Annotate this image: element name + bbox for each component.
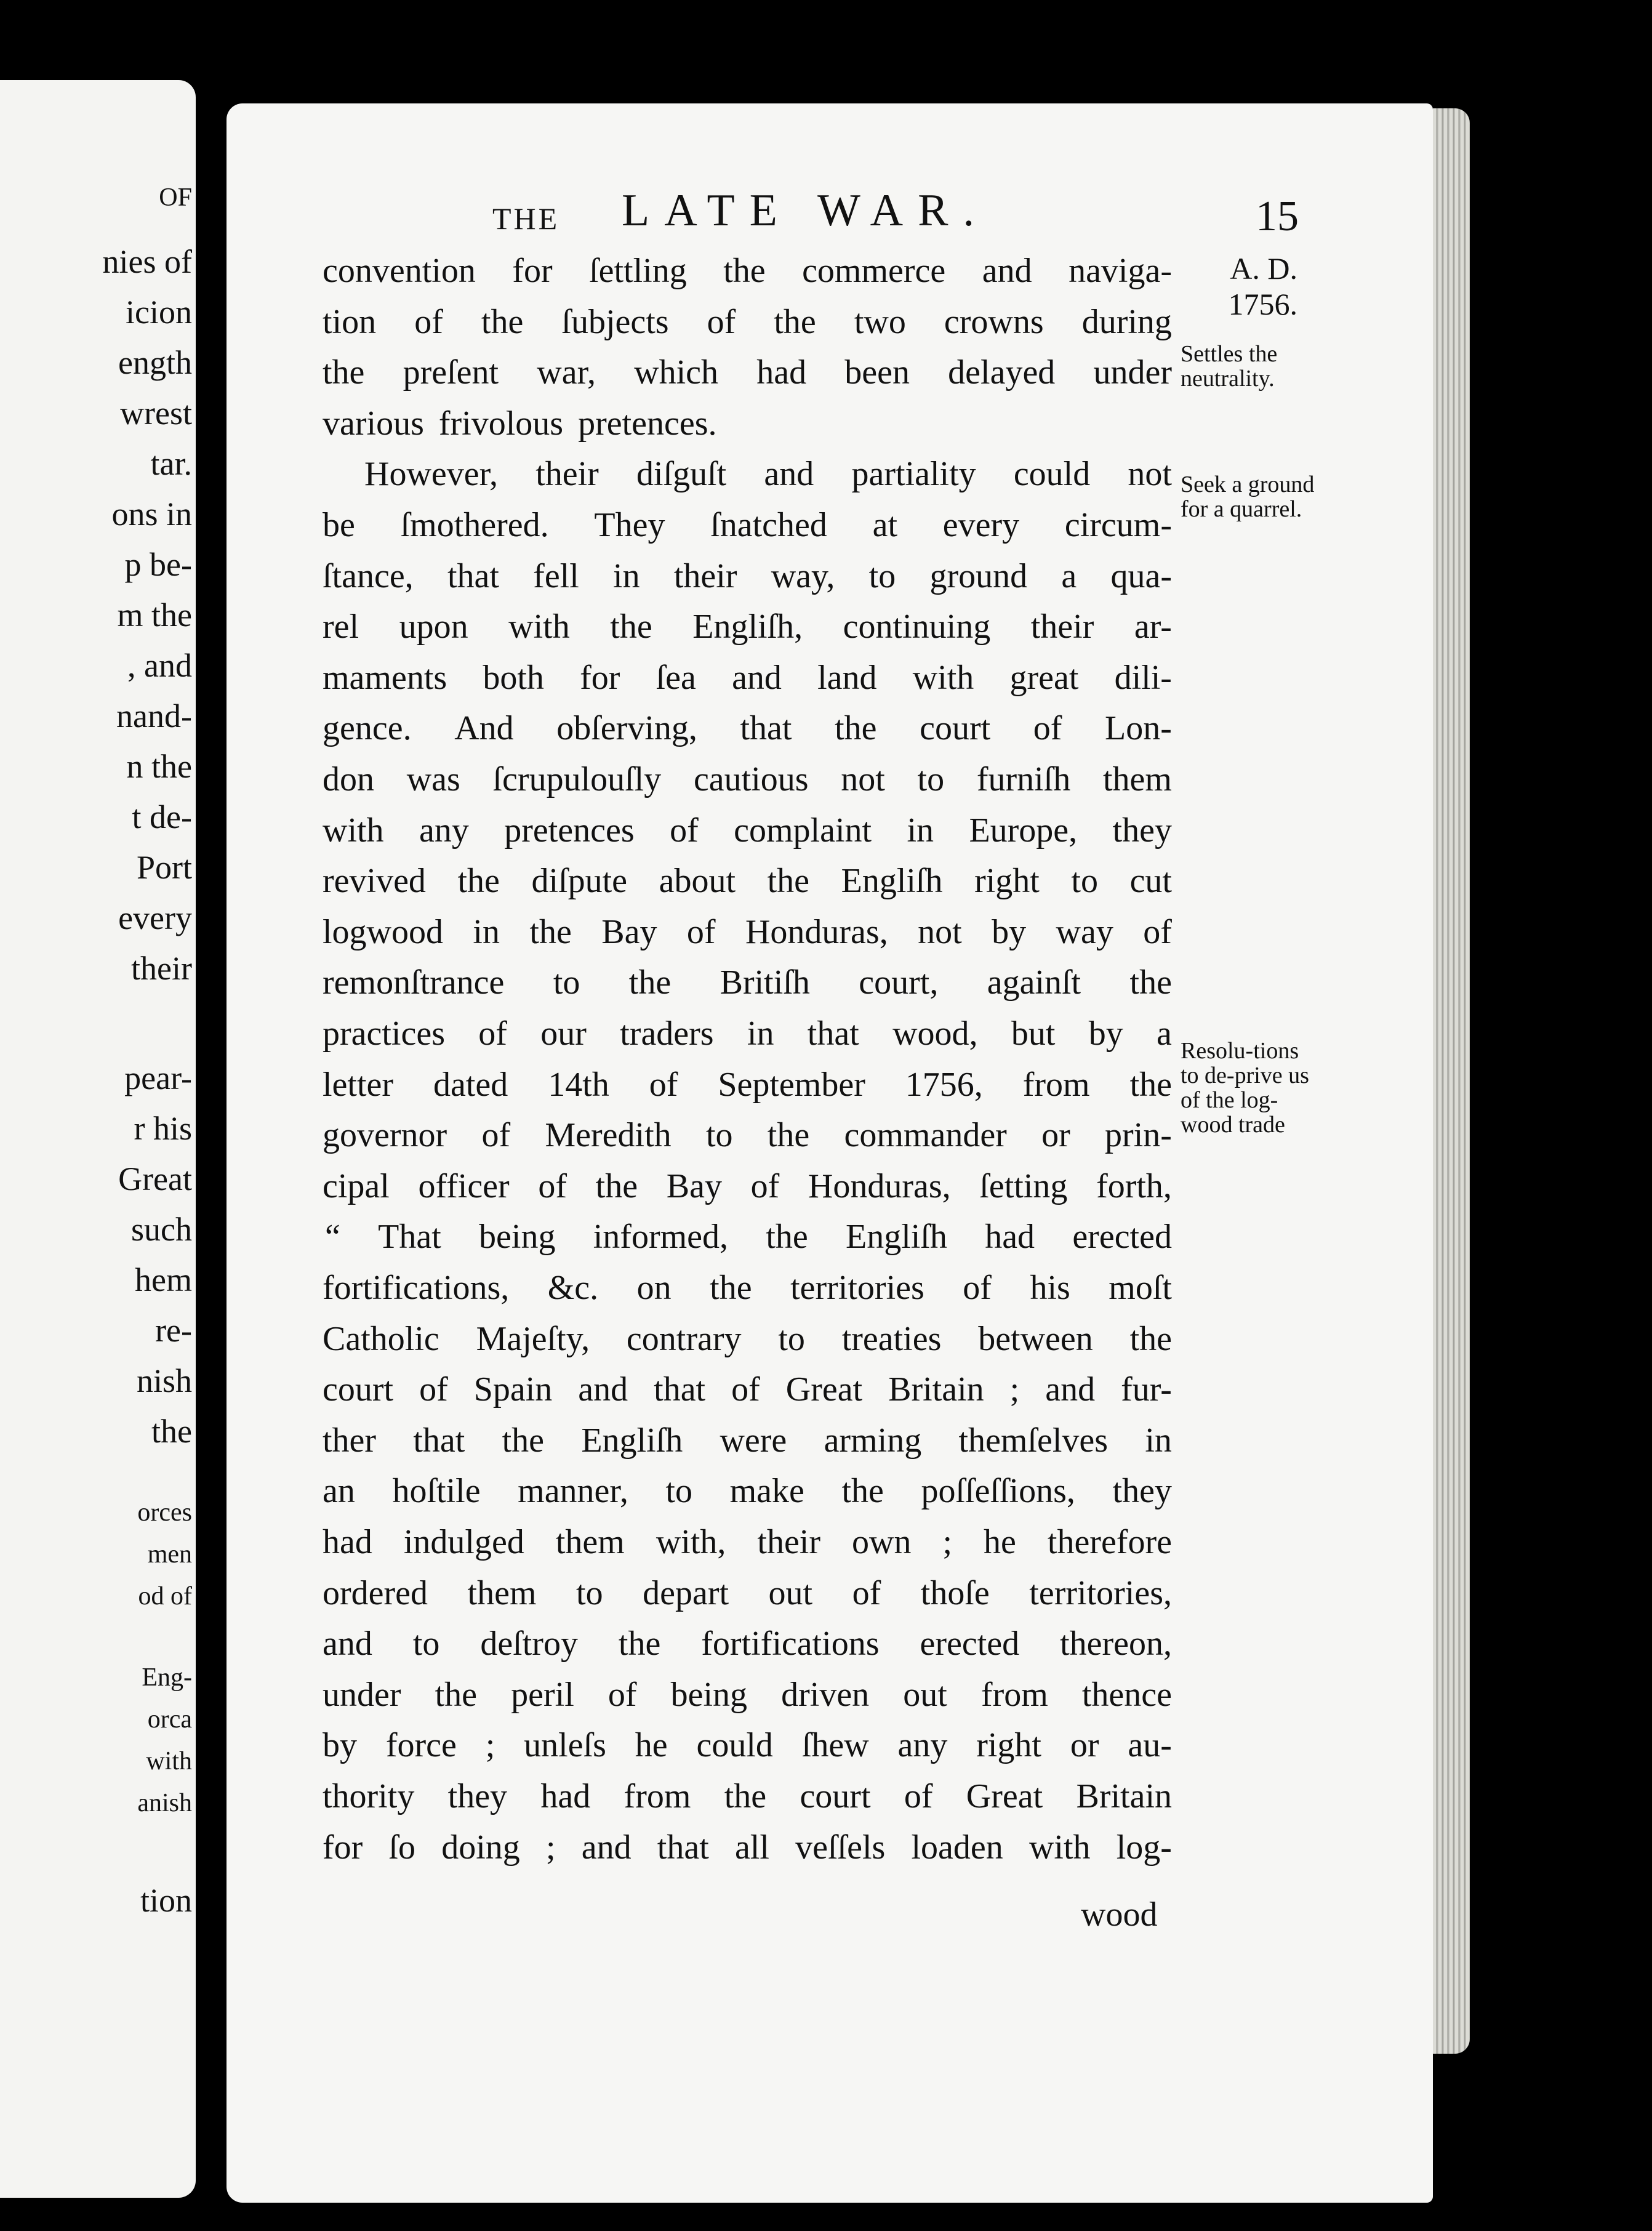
facing-page-line: n the <box>126 748 192 785</box>
body-line: for ſo doing ; and that all veſſels loaden with log- <box>323 1828 1172 1867</box>
running-head-title: LATE WAR. <box>622 185 989 236</box>
facing-page-line: od of <box>138 1582 192 1610</box>
facing-page-line: men <box>147 1540 192 1569</box>
body-line: letter dated 14th of September 1756, from the <box>323 1066 1172 1104</box>
facing-page-line: their <box>131 950 192 987</box>
facing-page-line: t de- <box>132 798 192 835</box>
facing-page-line: , and <box>127 647 192 684</box>
facing-page-line: OF <box>159 183 192 212</box>
body-line: court of Spain and that of Great Britain ; and fur- <box>323 1370 1172 1409</box>
book-page-edges <box>1433 108 1470 2054</box>
facing-page-line: r his <box>134 1110 192 1147</box>
body-line: remonſtrance to the Britiſh court, againſt the <box>323 963 1172 1002</box>
body-line: with any pretences of complaint in Europe, they <box>323 811 1172 850</box>
facing-page-line: wrest <box>120 395 192 432</box>
facing-page-fragment <box>0 80 196 2198</box>
facing-page-line: nish <box>136 1362 192 1399</box>
facing-page-line: Great <box>118 1160 192 1197</box>
body-line: an hoſtile manner, to make the poſſeſſions, they <box>323 1472 1172 1510</box>
facing-page-line: icion <box>126 294 192 331</box>
running-head-prefix: THE <box>492 201 560 236</box>
body-line: “ That being informed, the Engliſh had erected <box>325 1218 1172 1256</box>
body-line: thority they had from the court of Great Britain <box>323 1777 1172 1815</box>
margin-note: Settles the neutrality. <box>1181 341 1278 392</box>
facing-page-line: orces <box>137 1498 192 1527</box>
body-line: However, their diſguſt and partiality could not <box>364 455 1172 493</box>
facing-page-line: with <box>146 1747 192 1775</box>
page-number: 15 <box>1256 193 1299 240</box>
body-line: logwood in the Bay of Honduras, not by way of <box>323 913 1172 951</box>
body-line: had indulged them with, their own ; he therefore <box>323 1523 1172 1561</box>
body-line: ther that the Engliſh were arming themſelves in <box>323 1421 1172 1460</box>
body-line: ſtance, that fell in their way, to ground a qua- <box>323 557 1172 595</box>
margin-note: Resolu-tions to de-prive us of the log-wood trade <box>1181 1038 1309 1138</box>
body-line: be ſmothered. They ſnatched at every circum- <box>323 506 1172 544</box>
facing-page-line: p be- <box>124 546 192 583</box>
body-line: revived the diſpute about the Engliſh right to cut <box>323 862 1172 900</box>
body-line: the preſent war, which had been delayed under <box>323 353 1172 392</box>
catchword: wood <box>1081 1895 1158 1934</box>
facing-page-line: Eng- <box>142 1663 192 1692</box>
facing-page-line: orca <box>147 1705 192 1734</box>
margin-note: Seek a ground for a quarrel. <box>1181 472 1315 522</box>
facing-page-line: pear- <box>124 1059 192 1096</box>
facing-page-line: hem <box>135 1261 192 1298</box>
facing-page-line: re- <box>155 1312 192 1349</box>
body-line: practices of our traders in that wood, but by a <box>323 1015 1172 1053</box>
body-line: ordered them to depart out of thoſe territories, <box>323 1574 1172 1612</box>
body-line: and to deſtroy the fortifications erected thereon, <box>323 1625 1172 1663</box>
facing-page-line: nand- <box>116 697 192 734</box>
margin-date: A. D. 1756. <box>1228 251 1297 321</box>
body-line: various frivolous pretences. <box>323 404 717 443</box>
body-line: don was ſcrupulouſly cautious not to furniſh them <box>323 760 1172 798</box>
facing-page-line: Port <box>136 849 192 886</box>
body-line: rel upon with the Engliſh, continuing their ar- <box>323 608 1172 646</box>
body-line: by force ; unleſs he could ſhew any right or au- <box>323 1726 1172 1764</box>
body-line: fortifications, &c. on the territories of his moſt <box>323 1269 1172 1307</box>
facing-page-line: ength <box>118 344 192 381</box>
body-line: tion of the ſubjects of the two crowns during <box>323 303 1172 341</box>
facing-page-line: tion <box>140 1882 192 1919</box>
body-line: Catholic Majeſty, contrary to treaties between the <box>323 1320 1172 1358</box>
facing-page-line: the <box>151 1413 192 1450</box>
facing-page-line: anish <box>137 1789 192 1817</box>
body-line: governor of Meredith to the commander or prin- <box>323 1116 1172 1154</box>
body-line: gence. And obſerving, that the court of Lon- <box>323 709 1172 747</box>
body-line: cipal officer of the Bay of Honduras, ſetting forth, <box>323 1167 1172 1205</box>
body-line: convention for ſettling the commerce and naviga- <box>323 252 1172 290</box>
facing-page-line: nies of <box>102 243 192 280</box>
facing-page-line: ons in <box>111 496 192 533</box>
facing-page-line: every <box>118 899 192 936</box>
body-line: under the peril of being driven out from thence <box>323 1676 1172 1714</box>
facing-page-line: such <box>131 1211 192 1248</box>
facing-page-line: tar. <box>150 445 192 482</box>
facing-page-line: m the <box>117 597 192 633</box>
body-line: maments both for ſea and land with great dili- <box>323 659 1172 697</box>
